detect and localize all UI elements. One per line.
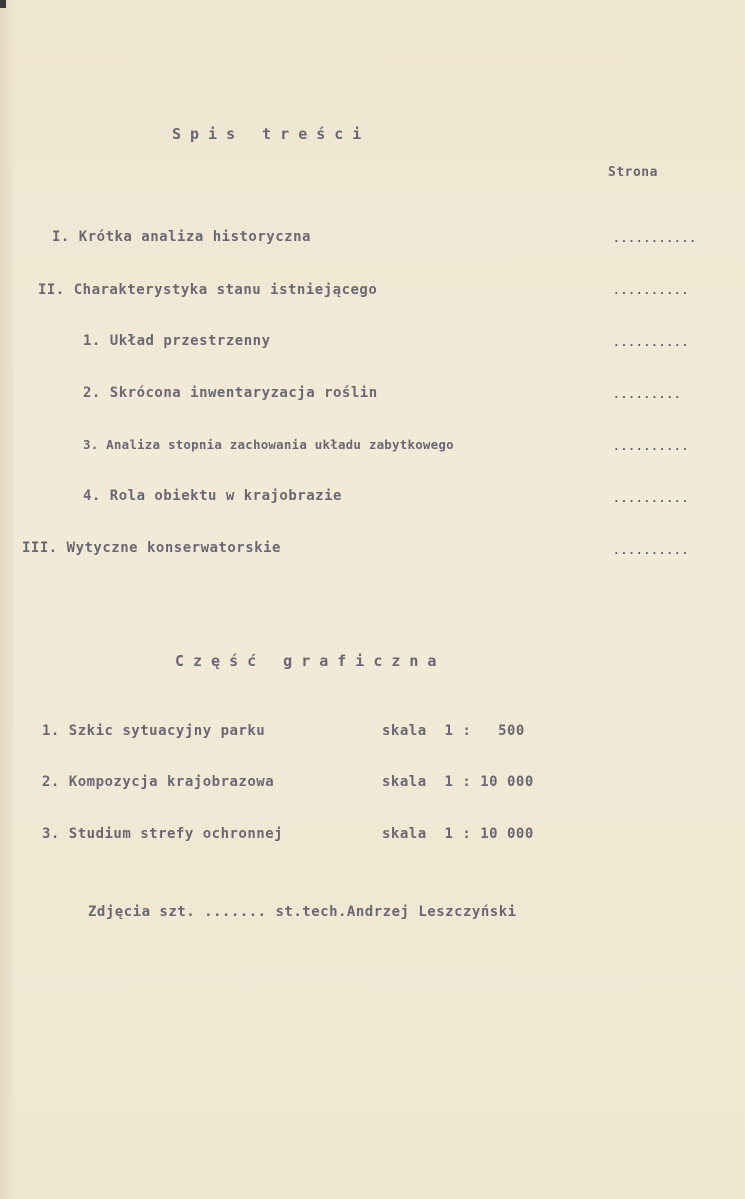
toc-entry-7-dots: ..........: [613, 544, 690, 557]
toc-entry-1-dots: ...........: [613, 232, 697, 245]
toc-title: Spis treści: [172, 125, 371, 143]
toc-entry-4: 2. Skrócona inwentaryzacja roślin: [83, 385, 378, 401]
graphics-item-1-scale: skala 1 : 500: [382, 723, 525, 739]
graphics-item-3: 3. Studium strefy ochronnej: [42, 826, 284, 842]
toc-entry-7: III. Wytyczne konserwatorskie: [22, 540, 281, 556]
graphics-item-2-scale: skala 1 : 10 000: [382, 774, 534, 790]
toc-entry-2: II. Charakterystyka stanu istniejącego: [38, 282, 378, 298]
graphics-item-2: 2. Kompozycja krajobrazowa: [42, 774, 275, 790]
toc-entry-6: 4. Rola obiektu w krajobrazie: [83, 488, 342, 504]
toc-entry-1: I. Krótka analiza historyczna: [52, 229, 311, 245]
corner-mark: [0, 0, 6, 8]
toc-entry-5-dots: ..........: [613, 440, 690, 453]
page-edge-shadow: [0, 0, 14, 1199]
toc-page-header: Strona: [608, 165, 658, 180]
toc-entry-3: 1. Układ przestrzenny: [83, 333, 271, 349]
toc-entry-4-dots: .........: [613, 388, 682, 401]
graphics-item-3-scale: skala 1 : 10 000: [382, 826, 534, 842]
toc-entry-5: 3. Analiza stopnia zachowania układu zabytkowego: [83, 437, 454, 452]
toc-entry-3-dots: ..........: [613, 336, 690, 349]
graphics-item-1: 1. Szkic sytuacyjny parku: [42, 723, 266, 739]
toc-entry-2-dots: ..........: [613, 284, 690, 297]
photos-line: Zdjęcia szt. ....... st.tech.Andrzej Leszczyński: [88, 904, 517, 920]
toc-entry-6-dots: ..........: [613, 492, 690, 505]
graphics-title: Część graficzna: [175, 652, 446, 670]
